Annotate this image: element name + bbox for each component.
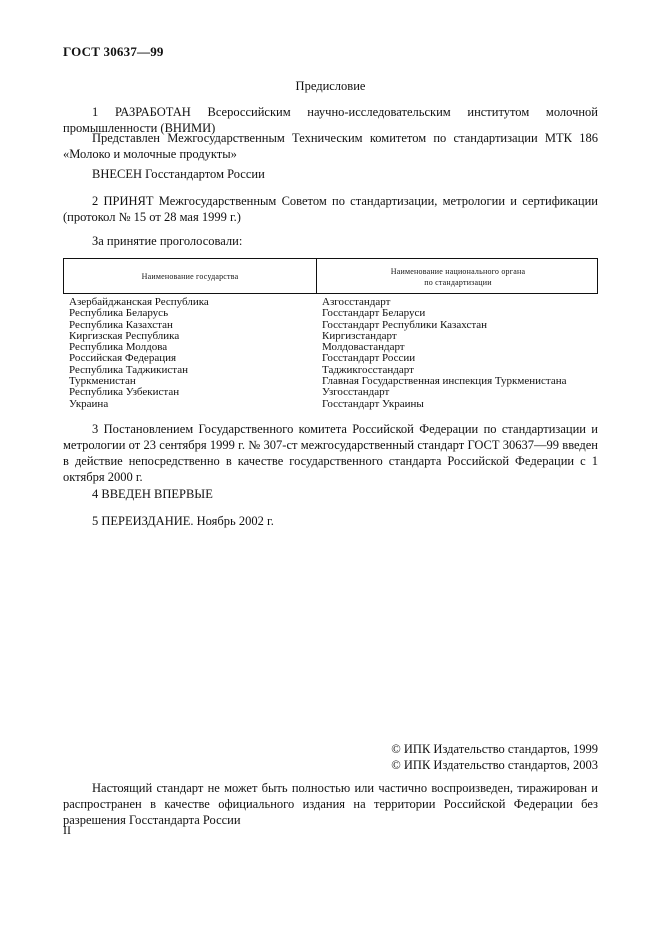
cell-state: Азербайджанская Республика <box>69 296 209 308</box>
section-title: Предисловие <box>295 79 366 93</box>
document-code: ГОСТ 30637—99 <box>63 44 164 59</box>
col-header-body-line2: по стандартизации <box>424 277 492 287</box>
cell-body: Госстандарт Украины <box>322 397 424 410</box>
voting-table <box>63 258 598 411</box>
table-body <box>63 297 598 410</box>
cell-state: Туркменистан <box>69 375 136 388</box>
para-developed: 1 РАЗРАБОТАН Всероссийским научно-исследовательским институтом молочной промышленности (ВНИМИ) <box>63 105 598 135</box>
cell-state: Украина <box>69 397 109 410</box>
para-reissue: 5 ПЕРЕИЗДАНИЕ. Ноябрь 2002 г. <box>92 514 274 528</box>
table-row <box>63 387 598 398</box>
cell-state: Республика Казахстан <box>69 318 173 331</box>
cell-state: Киргизская Республика <box>69 329 180 342</box>
cell-state: Республика Узбекистан <box>69 386 180 399</box>
cell-body: Госстандарт России <box>322 352 416 365</box>
cell-body: Киргизстандарт <box>322 329 397 342</box>
para-introduced: ВНЕСЕН Госстандартом России <box>92 167 265 181</box>
cell-body: Госстандарт Беларуси <box>322 307 426 320</box>
cell-state: Российская Федерация <box>69 352 177 365</box>
para-voted: За принятие проголосовали: <box>92 234 243 248</box>
para-presented: Представлен Межгосударственным Техническим комитетом по стандартизации МТК 186 «Молоко и молочные продукты» <box>63 131 598 161</box>
cell-body: Главная Государственная инспекция Туркменистана <box>322 375 567 388</box>
col-header-body-line1: Наименование национального органа <box>390 266 526 276</box>
para-first-introduced: 4 ВВЕДЕН ВПЕРВЫЕ <box>92 487 213 501</box>
cell-body: Узгосстандарт <box>322 386 390 399</box>
col-header-state: Наименование государства <box>141 272 239 281</box>
table-row <box>63 308 598 319</box>
para-resolution: 3 Постановлением Государственного комитета Российской Федерации по стандартизации и метрологии от 23 сентября 1999 г. № 307-ст межгосударственный стандарт ГОСТ 30637—99 введен в действие непосредственно в качестве государственного стандарта Российской Федерации с 1 октября 2000 г. <box>63 422 598 484</box>
table-row <box>63 399 598 410</box>
page-number: II <box>63 823 71 837</box>
cell-body: Азгосстандарт <box>322 296 391 308</box>
table-header <box>63 259 598 294</box>
cell-body: Госстандарт Республики Казахстан <box>322 318 488 331</box>
reproduction-notice: Настоящий стандарт не может быть полностью или частично воспроизведен, тиражирован и распространен в качестве официального издания на территории Российской Федерации без разрешения Госстандарта России <box>63 781 598 827</box>
col-header-body <box>317 259 599 294</box>
cell-state: Республика Молдова <box>69 341 168 354</box>
cell-body: Таджикгосстандарт <box>322 363 414 376</box>
cell-body: Молдовастандарт <box>322 341 405 354</box>
copyright-2003: © ИПК Издательство стандартов, 2003 <box>391 758 598 772</box>
cell-state: Республика Таджикистан <box>69 363 188 376</box>
copyright-1999: © ИПК Издательство стандартов, 1999 <box>391 742 598 756</box>
cell-state: Республика Беларусь <box>69 307 169 320</box>
para-adopted: 2 ПРИНЯТ Межгосударственным Советом по стандартизации, метрологии и сертификации (протокол № 15 от 28 мая 1999 г.) <box>63 194 598 224</box>
